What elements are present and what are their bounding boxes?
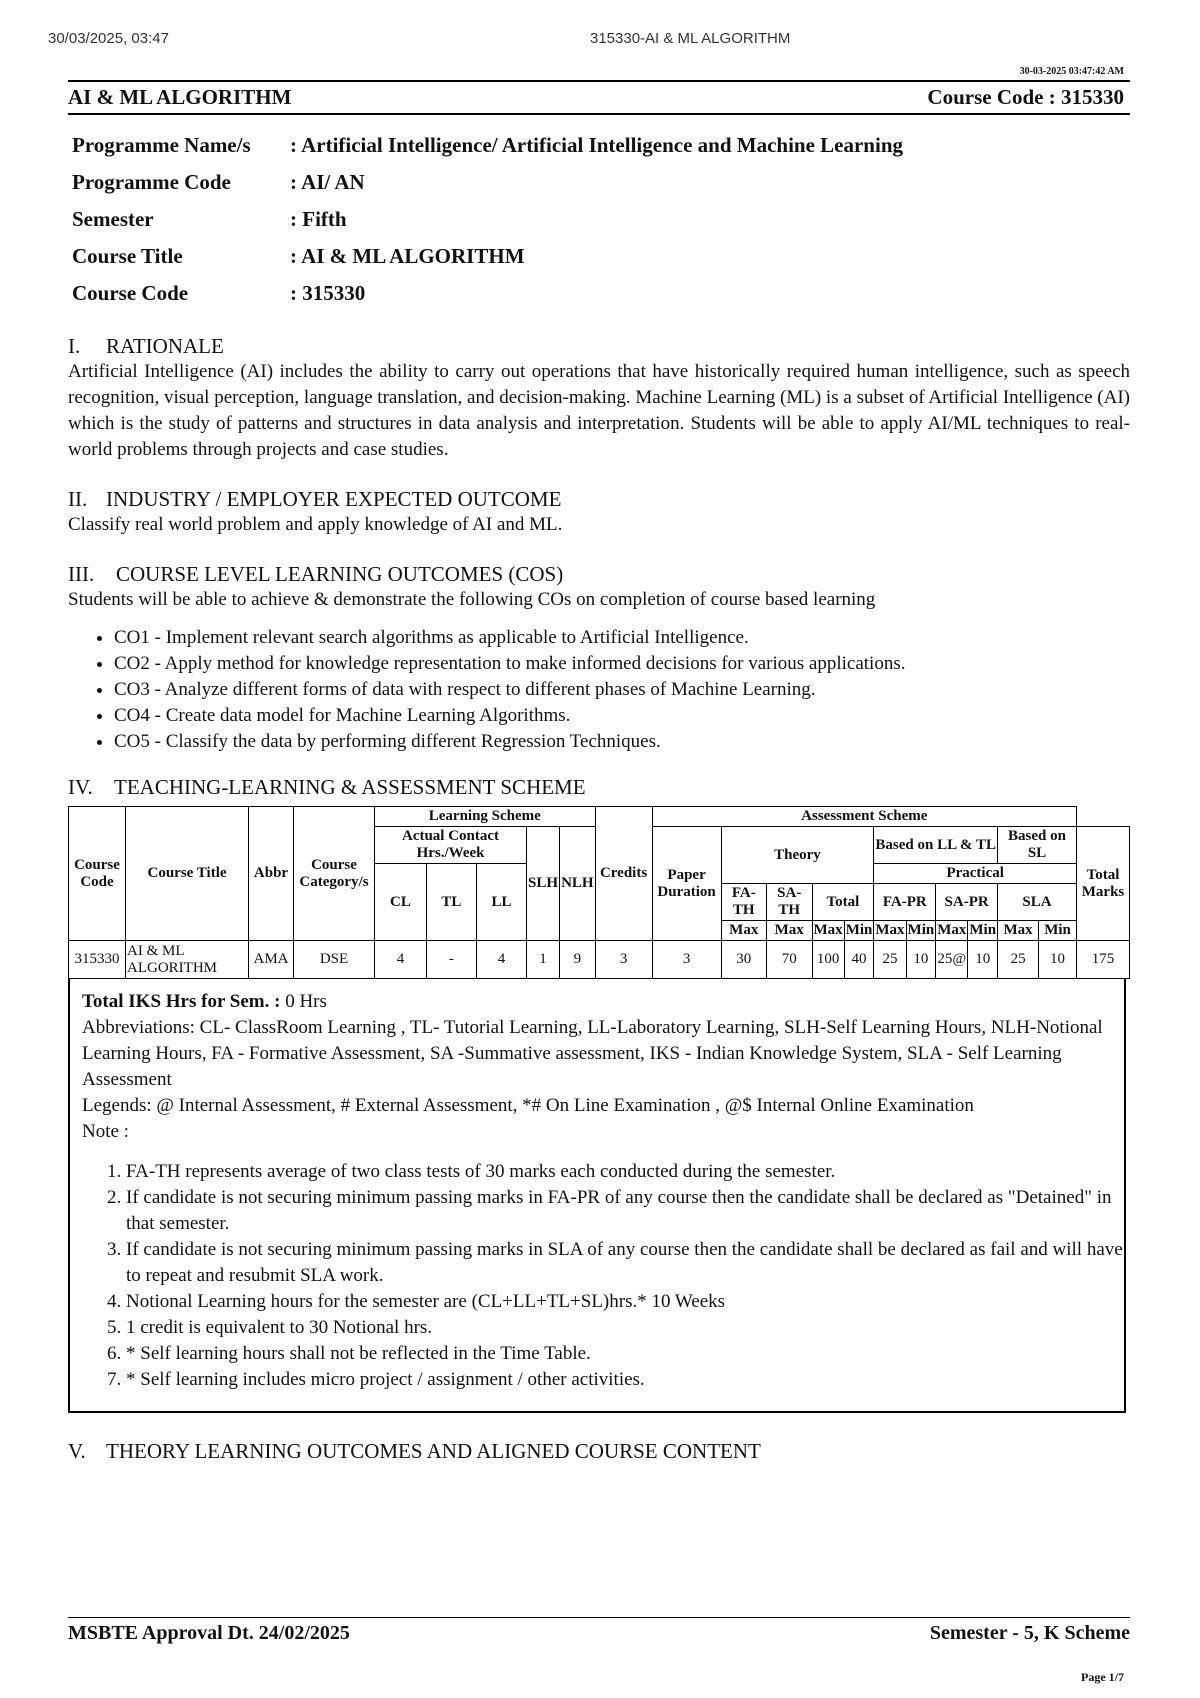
notes-list <box>82 1159 1124 1393</box>
th-max: Max <box>874 921 906 941</box>
scheme-table <box>68 806 1130 979</box>
th-course-title: Course Title <box>126 807 249 941</box>
th-learning-scheme: Learning Scheme <box>375 807 596 827</box>
th-tl: TL <box>426 864 476 941</box>
list-item: 5. 1 credit is equivalent to 30 Notional hrs. <box>126 1315 1124 1341</box>
rationale-text: Artificial Intelligence (AI) includes the ability to carry out operations that have historically required human intelligence, such as speech recognition, visual perception, language translation, and decision-making. Machine Learning (ML) is a subset of Artificial Intelligence (AI) which is the study of patterns and structures in data analysis and interpretation. Students will be able to apply AI/ML techniques to real-world problems through projects and case studies. <box>68 361 1130 460</box>
detail-row: Programme Name/s : Artificial Intelligence/ Artificial Intelligence and Machine Learning <box>72 133 903 157</box>
list-item: 6. * Self learning hours shall not be reflected in the Time Table. <box>126 1341 1124 1367</box>
list-item: • CO4 - Create data model for Machine Learning Algorithms. <box>114 703 1130 729</box>
course-code-header: Course Code : 315330 <box>927 85 1124 109</box>
th-actual-contact: Actual Contact Hrs./Week <box>375 827 527 864</box>
th-cl: CL <box>375 864 427 941</box>
th-category: Course Category/s <box>294 807 375 941</box>
list-item: • CO3 - Analyze different forms of data with respect to different phases of Machine Learning. <box>114 677 1130 703</box>
page-footer <box>68 1617 1130 1645</box>
th-max: Max <box>721 921 766 941</box>
course-name: AI & ML ALGORITHM <box>68 85 292 109</box>
note-label: Note : <box>82 1121 129 1142</box>
th-total: Total <box>812 884 874 921</box>
document-page <box>68 80 1130 1464</box>
list-item: • CO1 - Implement relevant search algorithms as applicable to Artificial Intelligence. <box>114 625 1130 651</box>
th-sa-th: SA-TH <box>766 884 812 921</box>
list-item: • CO2 - Apply method for knowledge representation to make informed decisions for various applications. <box>114 651 1130 677</box>
page-number: Page 1/7 <box>1081 1670 1124 1684</box>
detail-row: Course Title : AI & ML ALGORITHM <box>72 244 525 268</box>
course-header <box>68 82 1130 113</box>
abbreviations: Abbreviations: CL- ClassRoom Learning , TL- Tutorial Learning, LL-Laboratory Learning, SLH-Self Learning Hours, NLH-Notional Learning Hours, FA - Formative Assessment, SA -Summative assessment, IKS - Indian Knowledge System, SLA - Self Learning Assessment <box>82 1017 1103 1090</box>
list-item: 3. If candidate is not securing minimum passing marks in SLA of any course then the candidate shall be declared as fail and will have to repeat and resubmit SLA work. <box>126 1237 1124 1289</box>
th-fa-pr: FA-PR <box>874 884 936 921</box>
legends: Legends: @ Internal Assessment, # External Assessment, *# On Line Examination , @$ Internal Online Examination <box>82 1095 974 1116</box>
list-item: 2. If candidate is not securing minimum passing marks in FA-PR of any course then the candidate shall be declared as "Detained" in that semester. <box>126 1185 1124 1237</box>
section-title-scheme: IV. TEACHING-LEARNING & ASSESSMENT SCHEME <box>68 775 586 799</box>
print-datetime: 30/03/2025, 03:47 <box>48 30 169 47</box>
table-row: 315330 AI & ML ALGORITHM AMA DSE 4 - 4 1 9 3 3 30 70 100 40 25 10 25@ 10 25 10 175 <box>69 941 1130 979</box>
th-min: Min <box>906 921 936 941</box>
section-title-rationale: I. RATIONALE <box>68 334 224 358</box>
detail-row: Course Code : 315330 <box>72 281 366 305</box>
th-assessment-scheme: Assessment Scheme <box>652 807 1076 827</box>
generated-timestamp: 30-03-2025 03:47:42 AM <box>1019 66 1124 77</box>
th-total-marks: Total Marks <box>1077 827 1130 941</box>
list-item: 1. FA-TH represents average of two class tests of 30 marks each conducted during the semester. <box>126 1159 1124 1185</box>
course-details <box>72 127 1130 312</box>
iks-hours: Total IKS Hrs for Sem. : 0 Hrs <box>82 991 327 1012</box>
th-max: Max <box>936 921 968 941</box>
list-item: • CO5 - Classify the data by performing different Regression Techniques. <box>114 729 1130 755</box>
th-based-lltl: Based on LL & TL <box>874 827 998 864</box>
th-sa-pr: SA-PR <box>936 884 998 921</box>
th-theory: Theory <box>721 827 874 884</box>
th-max: Max <box>766 921 812 941</box>
semester-scheme: Semester - 5, K Scheme <box>929 1622 1130 1644</box>
th-sla: SLA <box>998 884 1077 921</box>
notes-box <box>68 979 1126 1413</box>
th-practical: Practical <box>874 864 1077 884</box>
list-item: 4. Notional Learning hours for the semester are (CL+LL+TL+SL)hrs.* 10 Weeks <box>126 1289 1124 1315</box>
approval-date: MSBTE Approval Dt. 24/02/2025 <box>68 1622 350 1644</box>
cos-intro: Students will be able to achieve & demonstrate the following COs on completion of course based learning <box>68 589 876 610</box>
th-min: Min <box>844 921 874 941</box>
th-min: Min <box>968 921 998 941</box>
th-credits: Credits <box>595 807 652 941</box>
section-title-cos: III. COURSE LEVEL LEARNING OUTCOMES (COS) <box>68 562 564 586</box>
th-ll: LL <box>476 864 526 941</box>
th-based-sl: Based on SL <box>998 827 1077 864</box>
section-title-theory: V. THEORY LEARNING OUTCOMES AND ALIGNED COURSE CONTENT <box>68 1439 761 1463</box>
cos-list <box>68 625 1130 755</box>
th-max: Max <box>998 921 1039 941</box>
th-max: Max <box>812 921 844 941</box>
th-course-code: Course Code <box>69 807 126 941</box>
th-paper-duration: Paper Duration <box>652 827 721 941</box>
th-fa-th: FA-TH <box>721 884 766 921</box>
th-nlh: NLH <box>560 827 596 941</box>
print-doc-title: 315330-AI & ML ALGORITHM <box>590 30 791 47</box>
industry-text: Classify real world problem and apply knowledge of AI and ML. <box>68 514 563 535</box>
th-slh: SLH <box>527 827 560 941</box>
detail-row: Semester : Fifth <box>72 207 347 231</box>
section-title-industry: II. INDUSTRY / EMPLOYER EXPECTED OUTCOME <box>68 487 562 511</box>
detail-row: Programme Code : AI/ AN <box>72 170 365 194</box>
th-abbr: Abbr <box>249 807 294 941</box>
list-item: 7. * Self learning includes micro project / assignment / other activities. <box>126 1367 1124 1393</box>
th-min: Min <box>1039 921 1077 941</box>
